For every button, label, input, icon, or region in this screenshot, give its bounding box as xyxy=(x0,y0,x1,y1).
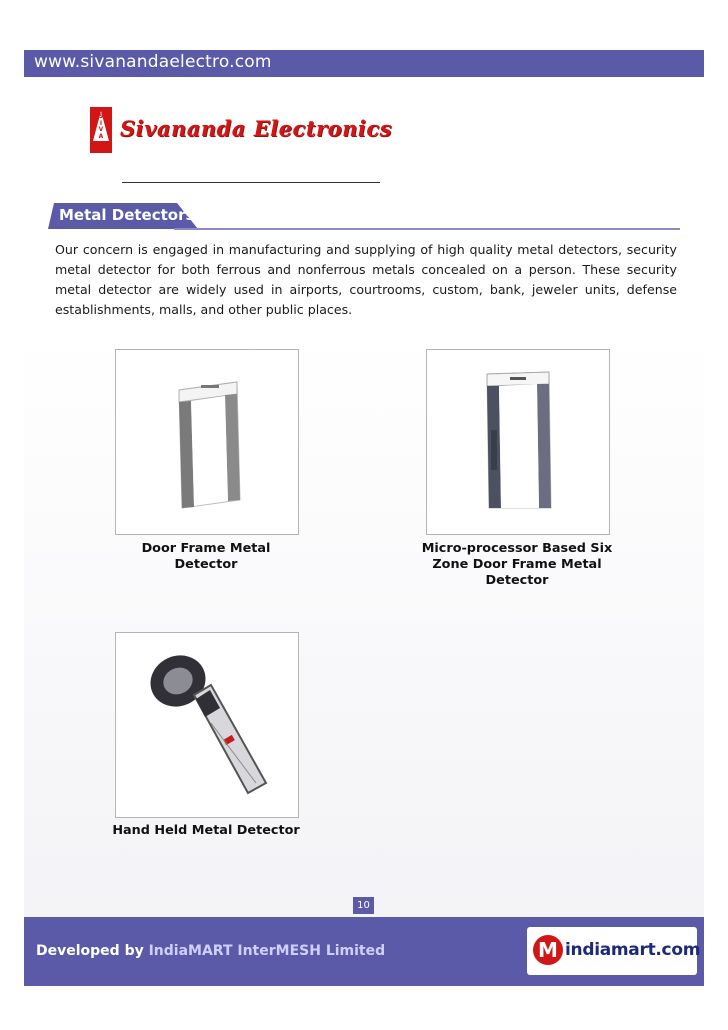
page-number: 10 xyxy=(353,897,374,914)
indiamart-m-icon: M xyxy=(533,935,563,965)
product-caption-door-frame: Door Frame Metal Detector xyxy=(141,541,271,572)
product-image-door-frame xyxy=(115,349,299,535)
logo-divider xyxy=(122,182,380,183)
indiamart-logo[interactable] xyxy=(527,927,701,975)
section-underline xyxy=(174,228,680,230)
developer-credit xyxy=(36,943,385,959)
indiamart-brand-text: indiamart.com xyxy=(565,940,701,960)
brochure-page xyxy=(24,50,704,986)
header-bar xyxy=(24,50,704,77)
six-zone-detector-icon xyxy=(427,350,609,534)
logo-mark-letters: S I V A xyxy=(98,113,104,140)
product-image-six-zone xyxy=(426,349,610,535)
section-title: Metal Detectors: xyxy=(59,206,201,224)
product-caption-six-zone: Micro-processor Based Six Zone Door Frame Metal Detector xyxy=(421,541,613,588)
website-url[interactable]: www.sivanandaelectro.com xyxy=(34,52,272,72)
intro-paragraph: Our concern is engaged in manufacturing and supplying of high quality metal detectors, security metal detector for both ferrous and nonferrous metals concealed on a person. These security metal detector are widely used in airports, courtrooms, custom, bank, jeweler units, defense establishments, malls, and other public places. xyxy=(55,242,677,317)
hand-held-detector-icon xyxy=(116,633,298,817)
door-frame-detector-icon xyxy=(116,350,298,534)
product-caption-hand-held: Hand Held Metal Detector xyxy=(112,823,300,838)
developed-by-label: Developed by xyxy=(36,943,144,959)
company-logo-text: Sivananda Electronics xyxy=(120,116,392,141)
siva-logo-icon xyxy=(90,107,112,153)
developer-company-link[interactable]: IndiaMART InterMESH Limited xyxy=(148,943,386,959)
product-image-hand-held xyxy=(115,632,299,818)
